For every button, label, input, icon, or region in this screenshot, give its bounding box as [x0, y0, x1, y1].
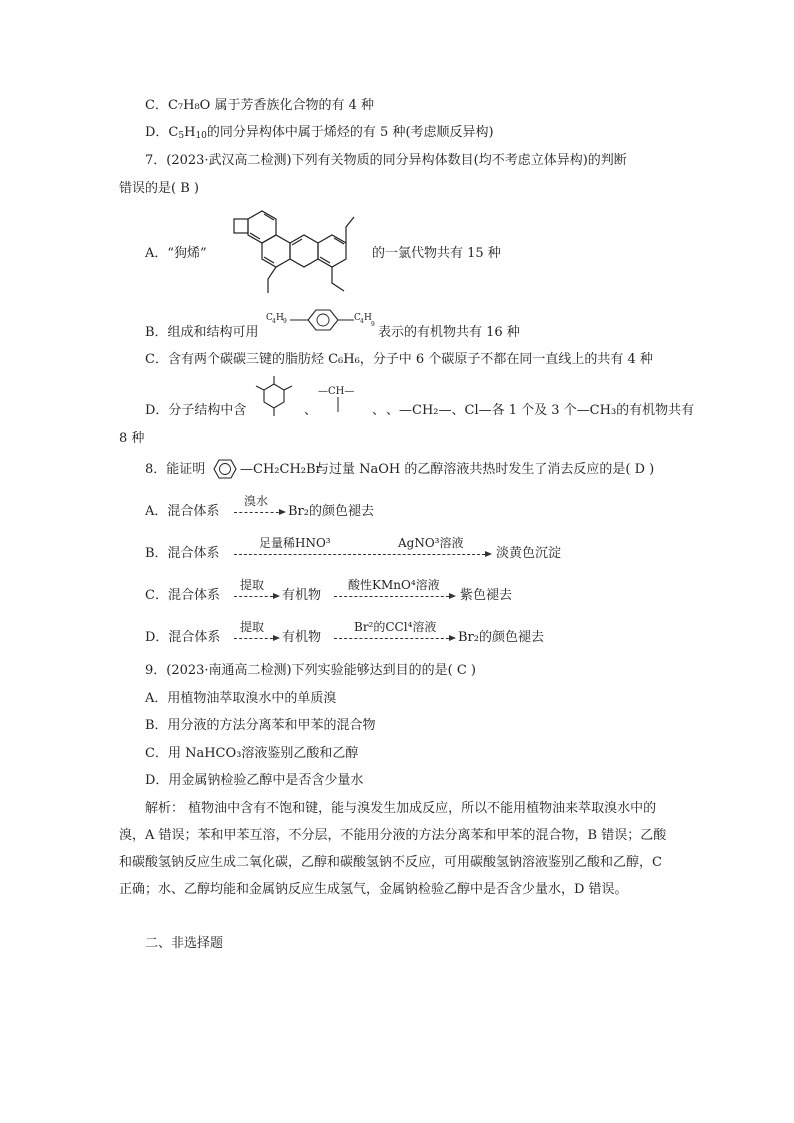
q7-option-d-prefix: D．分子结构中含	[145, 403, 247, 418]
svg-text:4: 4	[272, 318, 276, 325]
q8-d-label: D．混合体系	[145, 630, 221, 645]
q7-option-d-sep2: 、	[372, 403, 386, 418]
q8-chain: —CH₂CH₂Br	[240, 462, 322, 477]
q8-c-mid: 有机物	[282, 588, 322, 603]
option-d-prev: D．$C_5H_{10}$的同分异构体中属于烯烃的有 5 种(考虑顺反异构)	[145, 125, 494, 141]
q8-c-reagent-2: 酸性KMnO⁴溶液	[348, 578, 440, 592]
methine-structure	[318, 384, 368, 416]
q8-d-reagent-1: 提取	[240, 620, 265, 634]
q7-option-a-prefix: A．“狗烯”	[145, 246, 207, 261]
svg-text:C: C	[354, 313, 361, 323]
svg-text:9: 9	[283, 318, 287, 325]
q8-d-arrow-1	[234, 638, 278, 639]
q9-option-d: D．用金属钠检验乙醇中是否含少量水	[145, 773, 364, 788]
q8-b-reagent-1: 足量稀HNO³	[259, 536, 331, 550]
q8-d-arrow-2	[334, 638, 454, 639]
q7-option-d-suffix: 、—CH₂—、Cl—各 1 个及 3 个—CH₃的有机物共有	[386, 403, 695, 418]
q8-suffix: 与过量 NaOH 的乙醇溶液共热时发生了消去反应的是( D )	[316, 462, 655, 477]
q7-title-cont: 错误的是( B )	[119, 181, 199, 196]
q9-title: 9．(2023·南通高二检测)下列实验能够达到目的的是( C )	[145, 663, 476, 678]
q8-prefix: 8．能证明	[145, 462, 206, 477]
d-prev-text-a: D．C	[145, 125, 179, 140]
q8-d-reagent-2: Br²的CCl⁴溶液	[354, 620, 437, 634]
q7-option-a-suffix: 的一氯代物共有 15 种	[372, 246, 501, 261]
trimethylbenzene-structure	[252, 374, 296, 418]
q7-option-d-sep1: 、	[304, 403, 318, 418]
q8-c-label: C．混合体系	[145, 588, 220, 603]
q9-option-b: B．用分液的方法分离苯和甲苯的混合物	[145, 718, 376, 733]
q8-c-arrow-1	[234, 596, 278, 597]
svg-text:H: H	[364, 313, 372, 323]
q8-a-result: Br₂的颜色褪去	[288, 504, 374, 519]
analysis-paragraph: 解析： 植物油中含有不饱和键，能与溴发生加成反应，所以不能用植物油来萃取溴水中的溴，A 错误；苯和甲苯互溶，不分层，不能用分液的方法分离苯和甲苯的混合物，B 错误；乙酸和碳酸氢钠反应生成二氧化碳，乙醇和碳酸氢钠不反应，可用碳酸氢钠溶液鉴别乙酸和乙醇，C 正确；水、乙醇均能和金属钠反应生成氢气，金属钠检验乙醇中是否含少量水，D 错误。	[119, 801, 667, 897]
svg-text:4: 4	[360, 318, 364, 325]
benzene-ring-icon	[210, 456, 240, 482]
q8-d-result: Br₂的颜色褪去	[458, 630, 544, 645]
q8-b-arrow	[234, 554, 490, 555]
option-c-prev: C．C₇H₈O 属于芳香族化合物的有 4 种	[145, 98, 374, 113]
q8-b-label: B．混合体系	[145, 546, 220, 561]
q9-option-c: C．用 NaHCO₃溶液鉴别乙酸和乙醇	[145, 746, 359, 761]
q8-c-arrow-2	[334, 596, 454, 597]
q9-option-a: A．用植物油萃取溴水中的单质溴	[145, 691, 337, 706]
q8-b-result: 淡黄色沉淀	[496, 546, 562, 561]
svg-text:9: 9	[371, 321, 375, 328]
q8-c-result: 紫色褪去	[460, 588, 513, 603]
d-prev-text-c: 的同分异构体中属于烯烃的有 5 种(考虑顺反异构)	[206, 125, 494, 140]
svg-text:H: H	[276, 313, 284, 323]
q7-option-d-tail: 8 种	[119, 431, 145, 446]
dialkylbenzene-structure	[266, 306, 382, 340]
q8-a-label: A．混合体系	[145, 504, 220, 519]
d-prev-text-b: H	[184, 125, 196, 140]
svg-text:—CH—: —CH—	[318, 386, 355, 397]
q8-a-reagent: 溴水	[244, 494, 269, 508]
q7-title: 7．(2023·武汉高二检测)下列有关物质的同分异构体数目(均不考虑立体异构)的判断	[145, 153, 627, 168]
q8-b-reagent-2: AgNO³溶液	[398, 536, 464, 550]
section-heading-non-choice: 二、非选择题	[145, 936, 224, 951]
dog-alkene-structure	[226, 205, 366, 297]
q8-a-arrow	[234, 512, 284, 513]
q7-option-c: C．含有两个碳碳三键的脂肪烃 C₆H₆，分子中 6 个碳原子不都在同一直线上的共有 4 种	[145, 352, 653, 367]
q8-d-mid: 有机物	[282, 630, 322, 645]
svg-text:C: C	[266, 313, 273, 323]
q7-option-b-suffix: 表示的有机物共有 16 种	[378, 325, 520, 340]
q7-option-b-prefix: B．组成和结构可用	[145, 325, 259, 340]
q8-c-reagent-1: 提取	[240, 578, 265, 592]
